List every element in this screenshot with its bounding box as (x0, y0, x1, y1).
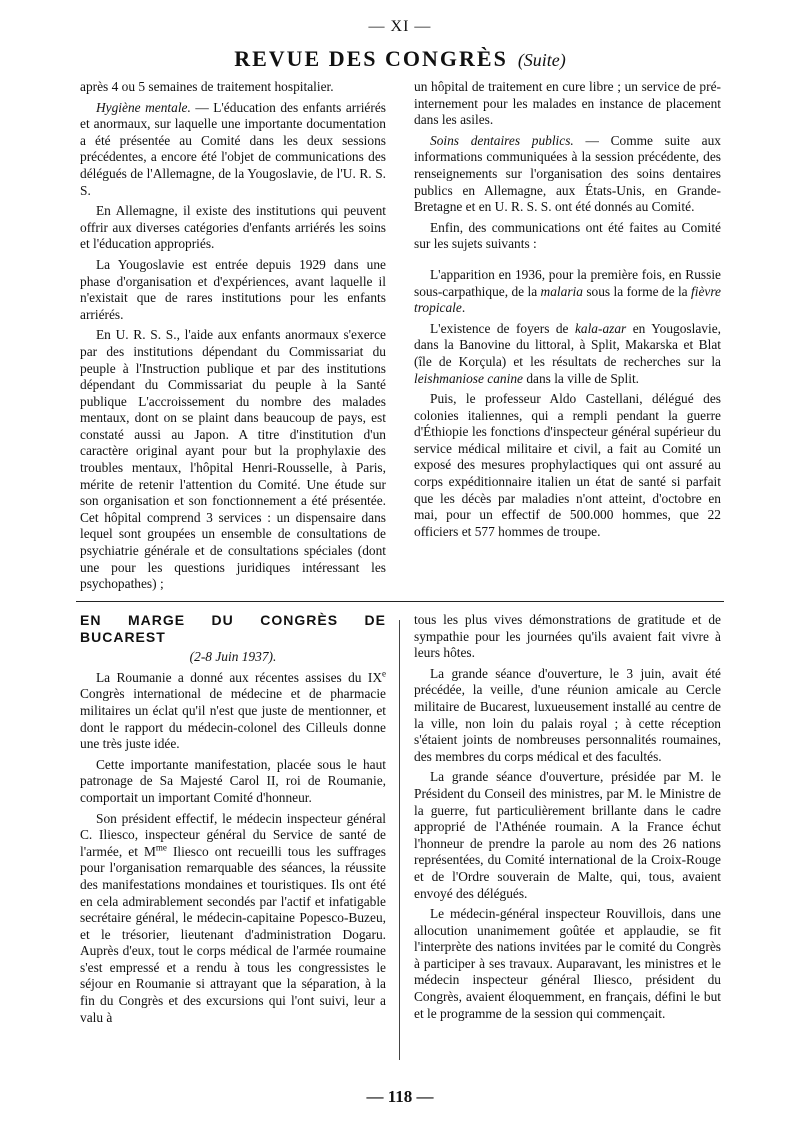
folio-roman: — XI — (368, 18, 432, 35)
italic-term: kala-azar (574, 320, 627, 336)
paragraph: Enfin, des communications ont été faites au Comité sur les sujets suivants : (414, 219, 721, 252)
paragraph-text: — L'éducation des enfants arriérés et anormaux, sur laquelle une importante documentation a été présentée au Comité dans les deux sessions précédentes, a encore été l'objet de communications des délégués de l'Allemagne, de la Yougoslavie, de l'U. R. S. S. (80, 99, 386, 198)
italic-term: malaria (540, 283, 583, 299)
subheading: Soins dentaires publics. (430, 132, 574, 148)
italic-term: leishmaniose canine (414, 370, 523, 386)
paragraph: Puis, le professeur Aldo Castellani, délégué des colonies italiennes, qui a rempli pendant la guerre d'Éthiopie les fonctions d'inspecteur général supérieur du service médical militaire et civil, a fait au Comité un exposé des mesures prophylactiques qui ont assuré au corps expéditionnaire italien un état de santé si parfait que les décès par maladies n'ont atteint, d'octobre en mai, pour un effectif de 500.000 hommes, que 22 officiers et 577 hommes de troupe. (414, 391, 721, 539)
superscript: me (155, 842, 167, 853)
paragraph-text: . (461, 300, 466, 316)
paragraph-text: Son président effectif, le médecin inspecteur général C. Iliesco, inspecteur général du Service de santé de l'armée, et M (80, 810, 386, 859)
section-divider (76, 601, 724, 602)
superscript: e (382, 668, 386, 679)
column-divider (399, 620, 400, 1060)
paragraph-text: — Comme suite aux informations communiquées à la session précédente, des renseignements sur l'organisation des soins dentaires publics en Allemagne, aux États-Unis, en Grande-Bretagne et en U. R. S. S. ont été donnés au Comité. (414, 132, 721, 215)
top-right-column (414, 79, 721, 544)
paragraph: après 4 ou 5 semaines de traitement hospitalier. (80, 79, 334, 94)
journal-title: REVUE DES CONGRÈS (234, 46, 508, 71)
running-header (0, 46, 800, 72)
paragraph (80, 670, 386, 753)
section-title: EN MARGE DU CONGRÈS DE BUCAREST (80, 612, 386, 645)
paragraph: En Allemagne, il existe des institutions qui peuvent offrir aux diverses catégories d'enfants arriérés les soins et l'éducation appropriés. (80, 203, 386, 252)
paragraph-text: sous la forme de la (582, 283, 691, 299)
paragraph: La grande séance d'ouverture, présidée par M. le Président du Conseil des ministres, par M. le Ministre de la guerre, fut particulièrement brillante dans le cadre approprié de l'Athénée roumain. A la France échut l'honneur de prendre la parole au nom des 26 nations représentées, du Comité international de la Croix-Rouge et de l'Ordre souverain de Malte, qui, tous, avaient envoyé des délégués. (414, 769, 721, 901)
bottom-left-column (80, 612, 386, 1030)
paragraph-text: Iliesco ont recueilli tous les suffrages pour l'organisation remarquable des séances, la réussite des manifestations mondaines et touristiques. Ils ont été en cela admirablement secondés par l'actif et infatigable secrétaire général, le médecin-capitaine Popesco-Buzeu, et le trésorier, lieutenant d'administration Dogaru. Auprès d'eux, tout le corps médical de l'armée roumaine s'est empressé et a rendu à tous les congressistes le séjour en Roumanie si attrayant que la séparation, à la fin du Congrès et des excursions qui l'ont suivi, leur a valu à (80, 843, 386, 1025)
paragraph-text: en Yougoslavie, dans la Banovine du littoral, à Split, Makarska et Blat (île de Korçula) et les résultats de recherches sur la (414, 320, 721, 369)
paragraph-text: L'apparition en 1936, pour la première fois, en Russie sous-carpathique, de la (414, 266, 721, 299)
journal-title-suite: (Suite) (517, 50, 566, 70)
paragraph-text: dans la ville de Split. (522, 370, 640, 386)
paragraph-text: Congrès international de médecine et de pharmacie militaires un éclat qu'il n'est que juste de mentionner, et dont le rapport du médecin-colonel des Cilleuls donne une très juste idée. (80, 686, 386, 752)
paragraph (80, 811, 386, 1027)
paragraph (414, 267, 721, 317)
paragraph (80, 100, 386, 200)
section-date: (2-8 Juin 1937). (189, 649, 277, 665)
italic-term: fièvre tropicale (414, 283, 721, 316)
page-number: — 118 — (366, 1087, 434, 1106)
paragraph: tous les plus vives démonstrations de gratitude et de sympathie pour les journées qu'ils avaient fait vivre à leurs hôtes. (414, 612, 721, 661)
paragraph (414, 133, 721, 216)
subheading: Hygiène mentale. (96, 99, 191, 115)
paragraph: un hôpital de traitement en cure libre ; un service de pré-internement pour les malades en instance de placement dans les asiles. (414, 79, 721, 128)
paragraph: La grande séance d'ouverture, le 3 juin, avait été précédée, la veille, d'une réunion amicale au Cercle militaire de Bucarest, luxueusement installé au centre de la ville, non loin du palais royal ; à cette réception s'étaient joints de nombreuses personnalités roumaines, des membres du corps médical et des facultés. (414, 665, 721, 764)
top-left-column (80, 79, 386, 597)
paragraph (414, 321, 721, 387)
bottom-right-column (414, 612, 721, 1026)
paragraph-text: L'existence de foyers de (430, 320, 575, 336)
paragraph: La Yougoslavie est entrée depuis 1929 dans une phase d'organisation et d'expériences, avant laquelle il n'existait que de rares institutions pour les enfants arriérés. (80, 256, 386, 322)
paragraph-text: La Roumanie a donné aux récentes assises du IX (96, 669, 382, 685)
paragraph: En U. R. S. S., l'aide aux enfants anormaux s'exerce par des institutions dépendant du Commissariat du peuple à l'Instruction publique et par des institutions dépendant du Commissariat du peuple à la Santé publique L'accroissement du nombre des malades mentaux, dont on se plaint dans beaucoup de pays, est constaté aussi au Japon. A titre d'institution d'un caractère original ayant pour but la prophylaxie des troubles mentaux, l'hôpital Henri-Rousselle, à Paris, mérite de retenir l'attention du Comité. Une étude sur son organisation et son fonctionnement a été présentée. Cet hôpital comprend 3 services : un dispensaire dans lequel sont groupées un ensemble de consultations de psychiatrie générale et de consultations spéciales (dont une pour les questions juridiques intéressant les psychopathes) ; (80, 327, 386, 592)
paragraph: Cette importante manifestation, placée sous le haut patronage de Sa Majesté Carol II, roi de Roumanie, comportait un important Comité d'honneur. (80, 756, 386, 805)
paragraph: Le médecin-général inspecteur Rouvillois, dans une allocution unanimement goûtée et applaudie, se fit l'interprète des nations invitées par le comité du Congrès à participer à ses travaux. Auparavant, les ministres et le médecin inspecteur général Iliesco, président du Congrès, avaient éloquemment, en français, défini le but et le programme de la session qui commençait. (414, 906, 721, 1021)
